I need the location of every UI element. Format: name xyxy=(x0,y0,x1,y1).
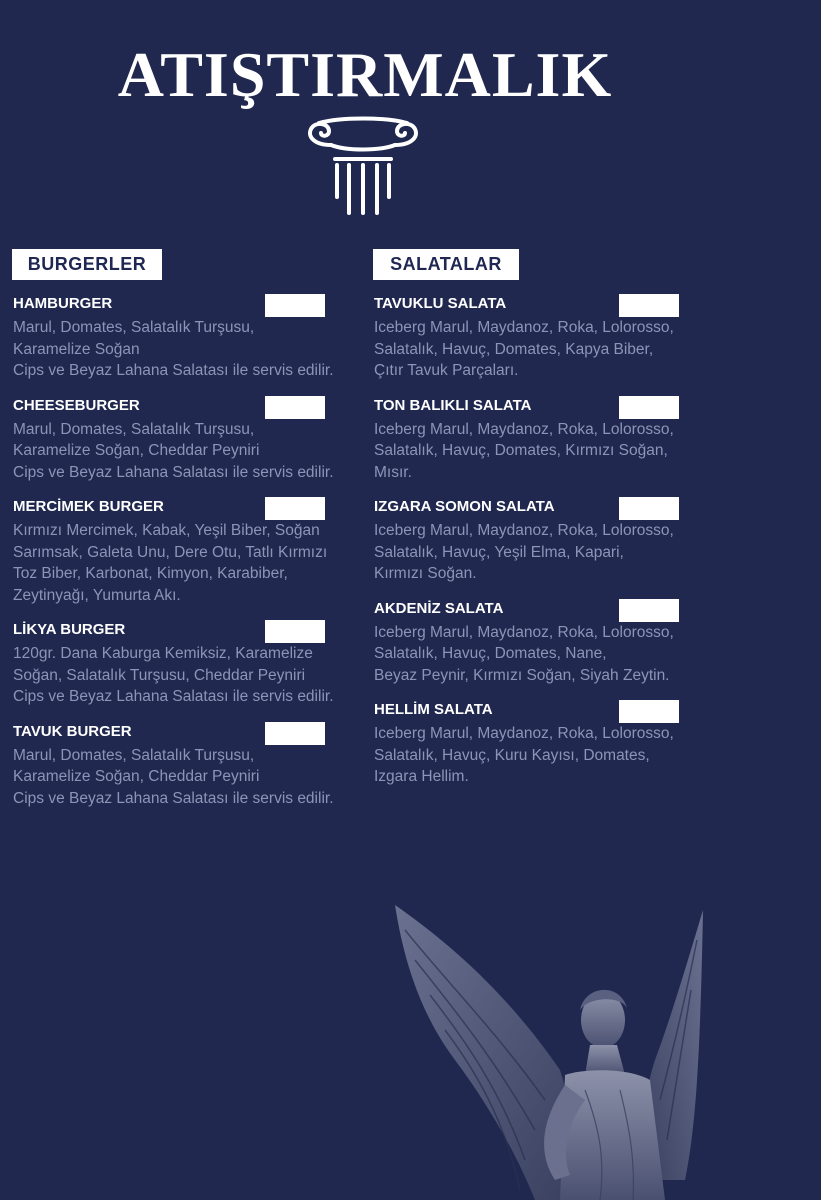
price-box xyxy=(619,599,679,622)
menu-item xyxy=(374,396,714,484)
item-name: IZGARA SOMON SALATA xyxy=(374,498,555,515)
price-box xyxy=(265,396,325,419)
item-name: MERCİMEK BURGER xyxy=(13,498,164,515)
item-name: HAMBURGER xyxy=(13,295,113,312)
item-description: 120gr. Dana Kaburga Kemiksiz, Karamelize Soğan, Salatalık Turşusu, Cheddar Peyniri Cips ve Beyaz Lahana Salatası ile servis edilir. xyxy=(13,645,334,705)
menu-item xyxy=(13,294,363,382)
item-description: Iceberg Marul, Maydanoz, Roka, Lolorosso, Salatalık, Havuç, Kuru Kayısı, Domates, Izgara Hellim. xyxy=(374,725,674,785)
item-description: Marul, Domates, Salatalık Turşusu, Karamelize Soğan, Cheddar Peyniri Cips ve Beyaz Lahana Salatası ile servis edilir. xyxy=(13,420,334,481)
menu-item xyxy=(13,722,363,810)
price-box xyxy=(619,497,679,520)
item-description: Marul, Domates, Salatalık Turşusu, Karamelize Soğan Cips ve Beyaz Lahana Salatası ile servis edilir. xyxy=(13,319,334,379)
menu-item xyxy=(374,700,714,788)
section-heading-salads: SALATALAR xyxy=(373,249,519,280)
ionic-column-icon xyxy=(301,115,425,217)
item-name: TAVUKLU SALATA xyxy=(374,295,507,312)
item-name: HELLİM SALATA xyxy=(374,701,493,718)
item-description: Iceberg Marul, Maydanoz, Roka, Lolorosso, Salatalık, Havuç, Domates, Kırmızı Soğan, Mısır. xyxy=(374,420,674,481)
item-description: Iceberg Marul, Maydanoz, Roka, Lolorosso, Salatalık, Havuç, Domates, Nane, Beyaz Peynir, Kırmızı Soğan, Siyah Zeytin. xyxy=(374,623,674,684)
menu-item xyxy=(374,497,714,585)
price-box xyxy=(619,700,679,723)
price-box xyxy=(619,294,679,317)
salads-list xyxy=(374,294,714,802)
menu-item xyxy=(13,620,363,708)
section-heading-burgers: BURGERLER xyxy=(12,249,162,280)
item-name: LİKYA BURGER xyxy=(13,621,126,638)
item-name: TON BALIKLI SALATA xyxy=(374,396,532,414)
menu-item xyxy=(13,396,363,484)
item-name: AKDENİZ SALATA xyxy=(374,599,504,617)
item-description: Kırmızı Mercimek, Kabak, Yeşil Biber, Soğan Sarımsak, Galeta Unu, Dere Otu, Tatlı Kırmızı Toz Biber, Karbonat, Kimyon, Karabiber, Zeytinyağı, Yumurta Akı. xyxy=(13,522,328,604)
item-description: Marul, Domates, Salatalık Turşusu, Karamelize Soğan, Cheddar Peyniri Cips ve Beyaz Lahana Salatası ile servis edilir. xyxy=(13,746,334,807)
menu-item xyxy=(374,599,714,687)
menu-item xyxy=(13,497,363,606)
burgers-list xyxy=(13,294,363,823)
item-name: TAVUK BURGER xyxy=(13,722,132,740)
page-title: ATIŞTIRMALIK xyxy=(117,39,613,110)
price-box xyxy=(265,620,325,643)
price-box xyxy=(265,497,325,520)
menu-item xyxy=(374,294,714,382)
item-description: Iceberg Marul, Maydanoz, Roka, Lolorosso, Salatalık, Havuç, Yeşil Elma, Kapari, Kırmızı Soğan. xyxy=(374,522,674,582)
price-box xyxy=(619,396,679,419)
price-box xyxy=(265,294,325,317)
angel-statue-icon xyxy=(385,900,715,1200)
item-name: CHEESEBURGER xyxy=(13,396,140,414)
price-box xyxy=(265,722,325,745)
item-description: Iceberg Marul, Maydanoz, Roka, Lolorosso, Salatalık, Havuç, Domates, Kapya Biber, Çıtır Tavuk Parçaları. xyxy=(374,319,674,379)
